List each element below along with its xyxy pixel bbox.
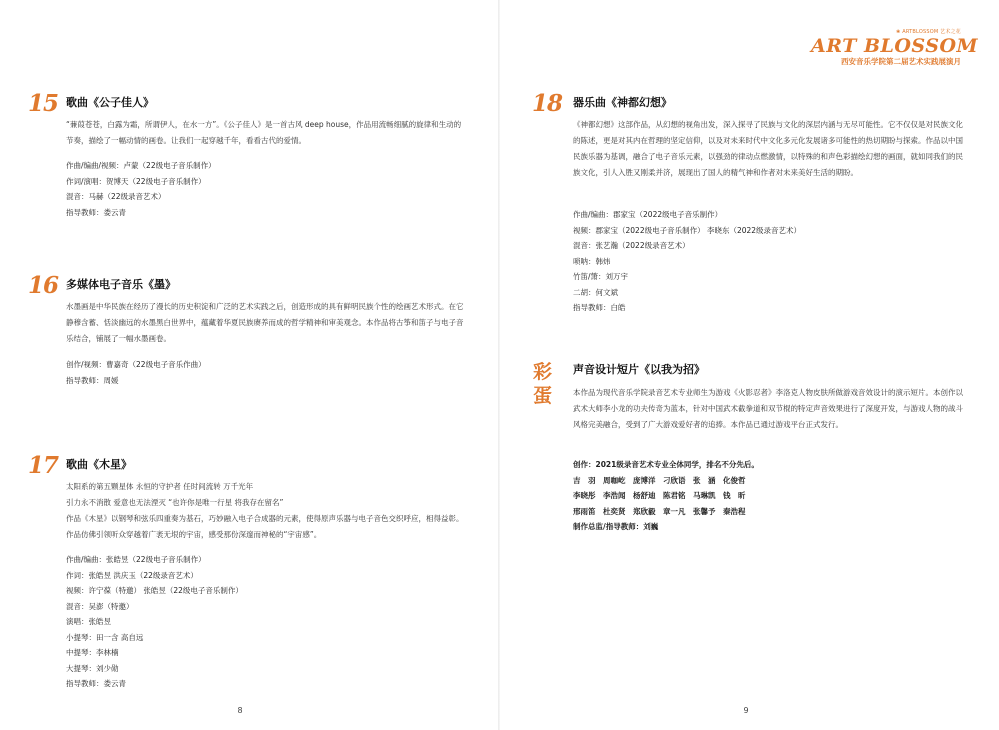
- entry-title: 歌曲《公子佳人》: [66, 96, 154, 109]
- credit-line: 演唱：张皓昱: [66, 617, 111, 626]
- credit-line: 邢雨笛 杜奕贤 郑欣毅 章一凡 张馨予 秦浩程: [573, 506, 746, 516]
- entry-credits: [66, 158, 216, 220]
- credit-line: 小提琴：田一含 高自远: [66, 632, 144, 642]
- logo-subtitle: 西安音乐学院第二届艺术实践展演月: [841, 57, 961, 66]
- entry-credits: [573, 457, 759, 535]
- right-page: [500, 0, 999, 730]
- entry-number: 17: [28, 452, 59, 479]
- credit-line: 大提琴：刘少勋: [66, 663, 119, 673]
- credit-line: 唢呐：韩炜: [573, 256, 611, 266]
- art-blossom-logo: [811, 28, 979, 67]
- credit-line: 作词：张皓昱 洪庆玉（22级录音艺术）: [66, 570, 198, 580]
- credit-line: 制作总监/指导教师：刘巍: [573, 522, 659, 531]
- credit-line: 视频：郡家宝（2022级电子音乐制作） 李晓东（2022级录音艺术）: [573, 225, 802, 235]
- entry-credits: [66, 357, 206, 388]
- entry-title: 器乐曲《神都幻想》: [573, 96, 672, 109]
- entry-title: 多媒体电子音乐《墨》: [66, 278, 176, 291]
- entry-title: 歌曲《木星》: [66, 458, 132, 471]
- credit-line: 混音：马赫（22级录音艺术）: [66, 192, 166, 201]
- credit-line: 作曲/编曲：郡家宝（2022级电子音乐制作）: [573, 210, 723, 219]
- description-line: 作品《木星》以钢琴和弦乐四重奏为基石，巧妙融入电子合成器的元素，使得原声乐器与电子音色交织呼应，相得益彰。作品仿佛引领听众穿越着广袤无垠的宇宙，感受那份深邃而神秘的“宇宙感”。: [66, 514, 464, 539]
- entry-title: 声音设计短片《以我为招》: [573, 363, 705, 376]
- description-line: 太阳系的第五颗星体 永恒的守护者 任时间流转 万千光年: [66, 482, 254, 491]
- page-number: 9: [743, 706, 749, 715]
- credit-line: 创作：2021级录音艺术专业全体同学，排名不分先后。: [573, 460, 759, 469]
- entry-number: 18: [532, 90, 563, 117]
- credit-line: 指导教师：娄云青: [66, 207, 126, 217]
- credit-line: 指导教师：娄云青: [66, 679, 126, 688]
- credit-line: 竹笛/箫：刘万宇: [573, 272, 629, 281]
- entry-description: “蒹葭苍苍，白露为霜，所谓伊人，在水一方”。《公子佳人》是一首古风 deep house，作品用流畅细腻的旋律和生动的节奏，描绘了一幅动情的画卷。让我们一起穿越千年，看看古代的爱情。: [66, 120, 462, 145]
- entry-description: 《神都幻想》这部作品，从幻想的视角出发，深入探寻了民族与文化的深层内涵与无尽可能性。它不仅仅是对民族文化的陈述，更是对其内在哲理的坚定信仰，以及对未来时代中文化多元化发展诸多可能性的热切期盼与探索。作品以中国民族乐器为基调，融合了电子音乐元素，以强劲的律动点燃激情，以特殊的和声色彩描绘幻想的画面，就如同我们的民族文化，引人入胜又刚柔并济，展现出了国人的精气神和作者对未来美好生活的期盼。: [573, 120, 963, 177]
- credit-line: 指导教师：白皓: [573, 303, 626, 312]
- page-number: 8: [237, 706, 243, 715]
- credit-line: 创作/视频：曹嘉奇（22级电子音乐作曲）: [66, 360, 206, 369]
- credit-line: 混音：吴澎（特邀）: [66, 601, 134, 611]
- credit-line: 指导教师：周媛: [66, 375, 119, 385]
- entry-description: 本作品为现代音乐学院录音艺术专业师生为游戏《火影忍者》李洛克人物皮肤所做游戏音效设计的演示短片。本创作以武术大师李小龙的功夫传奇为蓝本，针对中国武术截拳道和双节棍的特定声音效果进行了深度开发，与游戏人物的战斗风格完美融合，受到了广大游戏爱好者的追捧。本作品已通过游戏平台正式发行。: [573, 388, 963, 429]
- credit-line: 混音：张艺瀚（2022级录音艺术）: [573, 241, 690, 250]
- entry-description: 水墨画是中华民族在经历了漫长的历史积淀和广泛的艺术实践之后，创造形成的具有鲜明民族个性的绘画艺术形式。在它静穆含蓄、恬淡幽远的水墨黑白世界中，蕴藏着华夏民族赓养而成的哲学精神和审美观念。本作品将古筝和笛子与电子音乐结合，铺展了一幅水墨画卷。: [66, 302, 464, 343]
- easter-egg-label: 彩蛋: [533, 361, 553, 407]
- logo-small-text: ❀ ARTBLOSSOM 艺术之花: [896, 29, 961, 35]
- entry-credits: [573, 207, 801, 316]
- credit-line: 中提琴：李林楠: [66, 648, 119, 657]
- credit-line: 作词/演唱：贺博天（22级电子音乐制作）: [66, 176, 206, 186]
- credit-line: 视频：许宁葆（特邀） 张皓昱（22级电子音乐制作）: [66, 586, 243, 595]
- entry-description: [66, 479, 464, 543]
- credit-line: 吉 羽 周咖屹 庞博洋 刁欣语 张 涵 化俊哲: [573, 475, 746, 485]
- entry-number: 16: [28, 272, 59, 299]
- description-line: 引力永不消散 爱意也无法湮灭 “也许你是唯一行星 将我存在留名”: [66, 498, 284, 507]
- credit-line: 李晓彤 李浩闻 杨舒迪 陈君铭 马琳凯 钱 昕: [573, 491, 746, 500]
- credit-line: 作曲/编曲/视频：卢蒙（22级电子音乐制作）: [66, 161, 216, 170]
- entry-number: 15: [28, 90, 59, 117]
- entry-credits: [66, 552, 243, 692]
- logo-main-text: ART BLOSSOM: [811, 35, 979, 57]
- credit-line: 二胡：何文斌: [573, 287, 618, 297]
- credit-line: 作曲/编曲：张皓昱（22级电子音乐制作）: [66, 555, 206, 564]
